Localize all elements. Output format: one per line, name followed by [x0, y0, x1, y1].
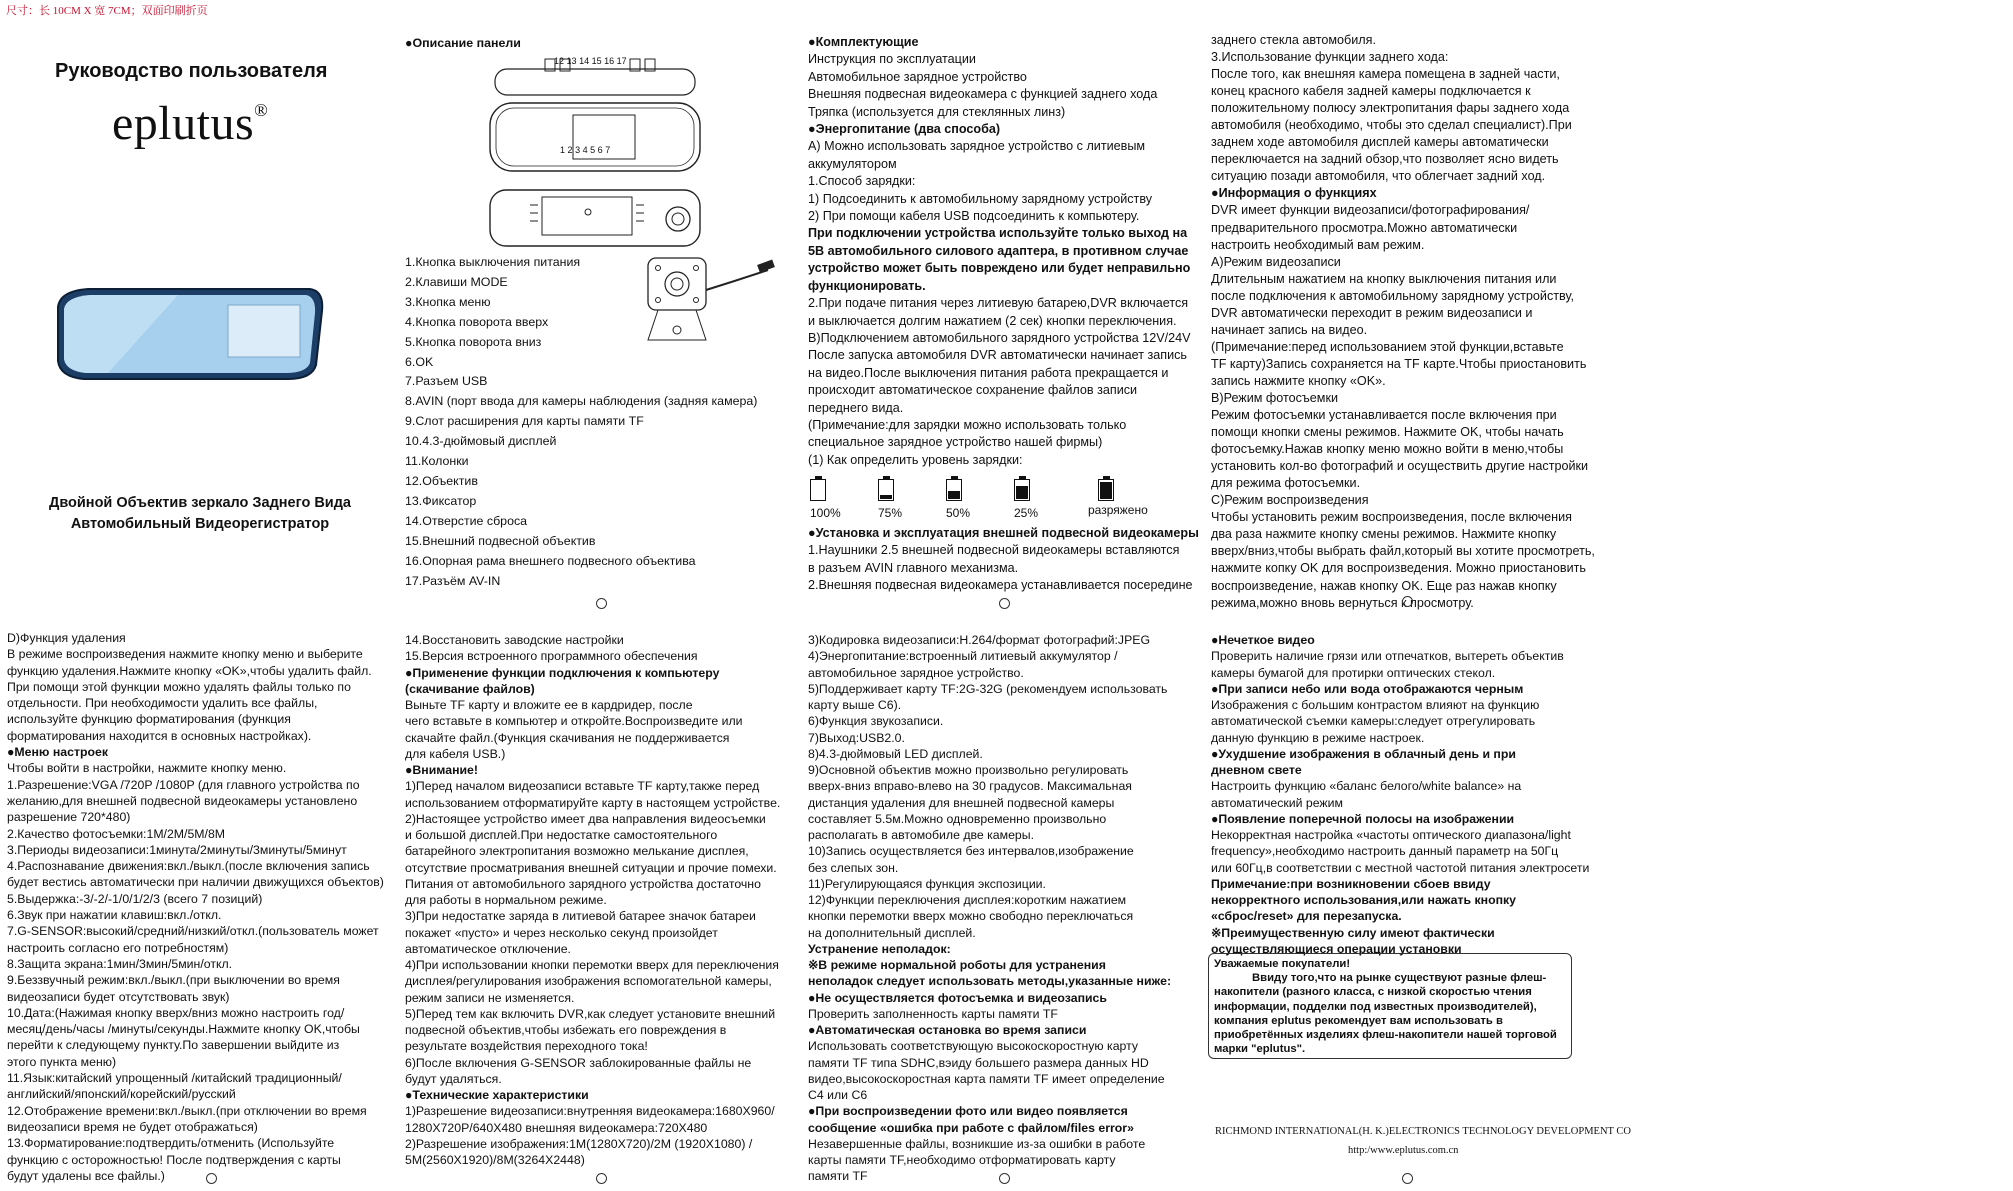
text-line: Внешняя подвесная видеокамера с функцией заднего хода [808, 87, 1158, 102]
callout-12: 12 [554, 56, 565, 66]
text-line: составляет 5.5м.Можно одновременно произвольно [808, 811, 1107, 826]
text-line: запись нажмите кнопку «OK». [1211, 373, 1386, 388]
text-line: 10)Запись осуществляется без интервалов,изображение [808, 844, 1134, 859]
text-line: 15.Версия встроенного программного обеспечения [405, 649, 698, 664]
text-line: 8)4.3-дюймовый LED дисплей. [808, 746, 983, 761]
text-line: памяти TF типа SDHC,вэиду большего размера данных HD [808, 1055, 1149, 1070]
section-heading: осуществляющиеся операции установки [1211, 941, 1462, 956]
text-line: 2)Настоящее устройство имеет два направления видеосъемки [405, 811, 766, 826]
delete-and-settings-section [7, 630, 384, 1184]
text-line: автомобильное зарядное устройство. [808, 665, 1024, 680]
text-line: Чтобы установить режим воспроизведения, после включения [1211, 510, 1572, 525]
text-line: Инструкция по эксплуатации [808, 52, 976, 67]
text-line: А) Можно использовать зарядное устройство с литиевым [808, 139, 1146, 154]
text-line: Изображения с большим контрастом влияют на функцию [1211, 698, 1540, 712]
text-line: на видео.После выключения питания работа прекращается и [808, 365, 1169, 380]
text-line: 13.Форматирование:подтвердить/отменить (Используйте [7, 1136, 335, 1151]
text-line: фотосъемку.Нажав кнопку меню можно войти в меню,чтобы [1211, 442, 1564, 457]
pc-connection-and-specs-section [405, 632, 780, 1168]
panel-item: 11.Колонки [405, 454, 469, 469]
text-line: будут удаляться. [405, 1071, 502, 1086]
callout-17: 17 [616, 56, 627, 66]
panel-item: 9.Слот расширения для карты памяти TF [405, 414, 644, 429]
text-line: 1)Разрешение видеозаписи:внутренняя видеокамера:1680X960/ [405, 1104, 775, 1119]
section-heading: ●Внимание! [405, 763, 478, 777]
text-line: 9.Беззвучный режим:вкл./выкл.(при выключении во время [7, 973, 340, 988]
text-line: функцию удаления.Нажмите кнопку «OK»,чтобы удалить файл. [7, 663, 372, 678]
text-line: без слепых зон. [808, 860, 899, 875]
text-line: камеры бумагой для протирки оптических стекол. [1211, 665, 1496, 680]
text-line: вверх-вниз вправо-влево на 30 градусов. Максимальная [808, 779, 1132, 794]
panel-item: 7.Разъем USB [405, 374, 488, 389]
text-line: 7.G-SENSOR:высокий/средний/низкий/откл.(пользователь может [7, 924, 379, 939]
battery-icon-4 [1098, 479, 1114, 501]
text-line: разрешение 720*480) [7, 810, 131, 825]
text-line: месяц/день/часы /минуты/секунды.Нажмите кнопку OK,чтобы [7, 1022, 360, 1037]
text-line: покажет «пусто» и через несколько секунд произойдет [405, 925, 718, 940]
text-line: заднего стекла автомобиля. [1211, 33, 1376, 47]
text-line: Чтобы войти в настройки, нажмите кнопку меню. [7, 761, 287, 776]
section-heading: ●Появление поперечной полосы на изображении [1211, 811, 1515, 826]
panel-item: 6.OK [405, 354, 434, 369]
text-line: желанию,для внешней подвесной видеокамеры установлено [7, 793, 358, 808]
panel-item: 10.4.3-дюймовый дисплей [405, 434, 557, 449]
text-line: 4)Энергопитание:встроенный литиевый аккумулятор / [808, 649, 1118, 664]
text-line: 5M(2560X1920)/8M(3264X2448) [405, 1153, 585, 1167]
text-line: для кабеля USB.) [405, 746, 506, 761]
notice-body: Ввиду того,что на рынке существуют разные флеш-накопители (разного класса, с низкой скоростью чтения информации, подделки под известных производителей), компания eplutus рекомендует вам использовать в приобретённых изделиях флеш-накопители нашей торговой марки "eplutus". [1214, 972, 1557, 1056]
customer-notice-box [1208, 953, 1572, 1059]
callout-16: 16 [604, 56, 615, 66]
text-line: подвесной объектив,чтобы избежать его повреждения в [405, 1023, 727, 1037]
text-line: переднего вида. [808, 400, 904, 415]
text-line: 12.Отображение времени:вкл./выкл.(при отключении во время [7, 1103, 367, 1118]
text-line: автоматическое отключение. [405, 941, 571, 956]
text-line: начинает запись на видео. [1211, 322, 1368, 337]
panel-heading: ●Описание панели [405, 36, 521, 50]
text-line: результате воздействия переходного тока! [405, 1039, 648, 1054]
section-heading: Примечание:при возникновении сбоев ввиду [1211, 876, 1491, 891]
text-line: (Примечание:перед использованием этой функции,вставьте [1211, 339, 1564, 354]
text-line: При помощи этой функции можно удалять файлы только по [7, 679, 351, 694]
text-line: 12)Функции переключения дисплея:коротким нажатием [808, 893, 1127, 907]
text-line: В режиме воспроизведения нажмите кнопку меню и выберите [7, 647, 363, 662]
notice-title: Уважаемые покупатели! [1214, 958, 1351, 970]
text-line: Проверить наличие грязи или отпечатков, вытереть объектив [1211, 649, 1564, 664]
panel-item: 14.Отверстие сброса [405, 513, 528, 528]
text-line: воспроизведение, нажав кнопку OK. Еще раз нажав кнопку [1211, 578, 1557, 593]
text-line: frequency»,необходимо настроить данный параметр на 50Гц [1211, 844, 1559, 859]
text-line: кнопки перемотки вверх можно свободно переключаться [808, 909, 1134, 924]
text-line: вверх/вниз,чтобы выбрать файл,который вы хотите просмотреть, [1211, 544, 1595, 559]
troubleshooting-continued-section [1211, 632, 1589, 957]
text-line: 4.Распознавание движения:вкл./выкл.(после включения запись [7, 859, 370, 874]
panel-item: 1.Кнопка выключения питания [405, 255, 581, 269]
text-line: Режим фотосъемки устанавливается после включения при [1211, 408, 1557, 423]
external-camera-install-section [808, 525, 1199, 595]
text-line: форматирования находится в основных настройках). [7, 728, 312, 743]
text-line: для работы в нормальном режиме. [405, 893, 607, 907]
section-heading: сообщение «ошибка при работе с файлом/files error» [808, 1120, 1134, 1135]
panel-item: 5.Кнопка поворота вниз [405, 334, 542, 349]
text-line: 3.Периоды видеозаписи:1минута/2минуты/3минуты/5минут [7, 842, 347, 857]
text-line: чего вставьте в компьютер и откройте.Воспроизведите или [405, 714, 743, 729]
text-line: автоматический режим [1211, 795, 1343, 810]
text-line: 2)Разрешение изображения:1M(1280X720)/2M (1920X1080) / [405, 1136, 753, 1151]
text-line: будут удалены все файлы.) [7, 1168, 165, 1183]
cover-subtitle [0, 493, 400, 535]
section-heading: устройство может быть повреждено или будет неправильно [808, 261, 1191, 276]
panel-item-list [405, 253, 757, 591]
text-line: дистанция удаления для внешней подвесной камеры [808, 795, 1115, 810]
text-line: Питания от автомобильного зарядного устройства достаточно [405, 876, 761, 891]
text-line: этого пункта меню) [7, 1054, 117, 1069]
page-marker [206, 1173, 217, 1184]
section-heading: ●Установка и эксплуатация внешней подвесной видеокамеры [808, 526, 1199, 540]
cover-title: Руководство пользователя [55, 60, 328, 82]
section-heading: ●Применение функции подключения к компьютеру [405, 665, 720, 680]
panel-item: 17.Разъём AV-IN [405, 573, 501, 588]
text-line: 6.Звук при нажатии клавиш:вкл./откл. [7, 908, 222, 923]
battery-label: 75% [878, 506, 903, 520]
battery-icon-1 [878, 479, 894, 501]
text-line: 8.Защита экрана:1мин/3мин/5мин/откл. [7, 956, 233, 971]
text-line: D)Функция удаления [7, 631, 126, 645]
panel-item: 15.Внешний подвесной объектив [405, 533, 596, 548]
section-heading: ※Преимущественную силу имеют фактически [1211, 925, 1495, 940]
text-line: видеозаписи время не будет отображаться) [7, 1119, 258, 1134]
text-line: 2) При помощи кабеля USB подсоединить к компьютеру. [808, 209, 1140, 224]
section-heading: ※В режиме нормальной роботы для устранения [808, 958, 1106, 972]
text-line: или 60Гц,в соответствии с местной частотой питания электросети [1211, 860, 1590, 875]
callout-4: 4 [582, 145, 588, 155]
text-line: аккумулятором [808, 156, 897, 171]
text-line: будет вестись автоматически при наличии движущихся объектов) [7, 875, 384, 890]
text-line: скачайте файл.(Функция скачивания не поддерживается [405, 730, 730, 745]
text-line: видеозаписи будет отсутствовать звук) [7, 989, 230, 1004]
logo-text: eplutus [112, 97, 255, 150]
text-line: 5.Выдержка:-3/-2/-1/0/1/2/3 (всего 7 позиций) [7, 891, 263, 906]
subtitle-line-1: Двойной Объектив зеркало Заднего Вида [48, 495, 351, 511]
text-line: 1)Перед началом видеозаписи вставьте TF карту,также перед [405, 779, 760, 794]
text-line: два раза нажмите кнопку смены режимов. Нажмите кнопку [1211, 527, 1557, 542]
text-line: 4)При использовании кнопки перемотки вверх для переключения [405, 958, 779, 972]
callout-7: 7 [605, 145, 611, 155]
section-heading: неполадок следует использовать методы,указанные ниже: [808, 974, 1172, 989]
battery-fill-2 [948, 491, 960, 500]
callout-1: 1 [560, 145, 566, 155]
text-line: 7)Выход:USB2.0. [808, 730, 905, 745]
text-line: и большой дисплей.При недостатке самостоятельного [405, 828, 718, 842]
text-line: конец красного кабеля задней камеры подключается к [1211, 84, 1531, 99]
text-line: С)Режим воспроизведения [1211, 493, 1369, 508]
text-line: 1280X720P/640X480 внешняя видеокамера:720X480 [405, 1120, 708, 1135]
specs-and-troubleshooting-section [808, 632, 1171, 1185]
text-line: DVR автоматически переходит в режим видеозаписи и [1211, 305, 1533, 320]
page-marker [1402, 1173, 1413, 1184]
text-line: дисплея/регулирования изображения вспомогательной камеры, [405, 974, 772, 989]
text-line: английский/японский/корейский/русский [7, 1087, 236, 1102]
text-line: 1.Наушники 2.5 внешней подвесной видеокамеры вставляются [808, 543, 1180, 558]
section-heading: функционировать. [808, 278, 926, 293]
text-line: ситуацию позади автомобиля, что облегчает задний ход. [1211, 169, 1546, 184]
text-line: предварительного просмотра.Можно автоматически [1211, 220, 1518, 235]
panel-item: 12.Объектив [405, 473, 478, 488]
device-diagram [480, 55, 720, 255]
text-line: карты памяти TF,необходимо отформатировать карту [808, 1153, 1116, 1167]
text-line: использованием отформатируйте карту в настоящем устройстве. [405, 795, 781, 810]
page-marker [1402, 596, 1413, 607]
section-heading: ●Комплектующие [808, 35, 919, 49]
section-heading: 5В автомобильного силового адаптера, в противном случае [808, 243, 1189, 258]
text-line: 2.Качество фотосъемки:1M/2M/5M/8M [7, 826, 226, 841]
text-line: 11)Регулирующаяся функция экспозиции. [808, 876, 1046, 891]
text-line: функцию с осторожностью! После подтверждения с карты [7, 1152, 341, 1167]
text-line: в разъем AVIN главного механизма. [808, 560, 1019, 575]
section-heading: ●Нечеткое видео [1211, 633, 1315, 647]
text-line: TF карту)Запись сохраняется на TF карте.Чтобы приостановить [1211, 356, 1587, 371]
callout-5: 5 [590, 145, 596, 155]
text-line: переключается на задний обзор,что позволяет ясно видеть [1211, 152, 1559, 167]
text-line: используйте функцию форматирования (функция [7, 712, 291, 727]
footer-url: http:/www.eplutus.com.cn [1348, 1145, 1459, 1156]
panel-item: 8.AVIN (порт ввода для камеры наблюдения (задняя камера) [405, 394, 758, 409]
mirror-dvr-illustration [48, 285, 328, 385]
panel-item: 13.Фиксатор [405, 493, 477, 508]
text-line: 2.При подаче питания через литиевую батарею,DVR включается [808, 296, 1189, 311]
text-line: автоматической съемки камеры:следует отрегулировать [1211, 714, 1536, 729]
text-line: батарейного электропитания возможно мелькание дисплея, [405, 844, 749, 859]
section-heading: ●Автоматическая остановка во время записи [808, 1023, 1087, 1037]
text-line: Некорректная настройка «частоты оптического диапазона/light [1211, 828, 1571, 842]
text-line: 6)Функция звукозаписи. [808, 714, 944, 729]
section-heading: ●Энергопитание (два способа) [808, 122, 1001, 137]
battery-icon-3 [1014, 479, 1030, 501]
text-line: (1) Как определить уровень зарядки: [808, 452, 1023, 467]
text-line: 3)При недостатке заряда в литиевой батарее значок батареи [405, 909, 756, 924]
text-line: 5)Поддерживает карту TF:2G-32G (рекомендуем использовать [808, 681, 1168, 696]
section-heading: ●При воспроизведении фото или видео появляется [808, 1104, 1128, 1119]
text-line: автомобиля (необходимо, чтобы это сделал специалист).При [1211, 118, 1572, 133]
bottom-callouts [560, 145, 610, 155]
text-line: 1.Разрешение:VGA /720P /1080P (для главного устройства по [7, 777, 360, 792]
battery-icon-0 [810, 479, 826, 501]
text-line: Настроить функцию «баланс белого/white balance» на [1211, 779, 1522, 794]
text-line: отсутствие просматривания внешней ситуации и прочие помехи. [405, 860, 777, 875]
page-marker [596, 598, 607, 609]
panel-item: 16.Опорная рама внешнего подвесного объектива [405, 553, 696, 568]
page-marker [999, 598, 1010, 609]
section-heading: ●Технические характеристики [405, 1088, 589, 1102]
text-line: 1.Способ зарядки: [808, 174, 916, 189]
section-heading: дневном свете [1211, 763, 1302, 777]
text-line: Использовать соответствующую высокоскоростную карту [808, 1039, 1139, 1054]
registered-mark: ® [254, 100, 269, 120]
text-line: А)Режим видеозаписи [1211, 254, 1341, 269]
section-heading: (скачивание файлов) [405, 681, 535, 696]
text-line: 5)Перед тем как включить DVR,как следует установите внешний [405, 1006, 776, 1021]
text-line: после подключения к автомобильному зарядному устройству, [1211, 288, 1574, 303]
text-line: Незавершенные файлы, возникшие из-за ошибки в работе [808, 1136, 1146, 1151]
text-line: В)Подключением автомобильного зарядного устройства 12V/24V [808, 330, 1191, 345]
text-line: C4 или C6 [808, 1088, 868, 1102]
battery-label: 50% [946, 506, 971, 520]
text-line: для режима фотосъемки. [1211, 476, 1361, 491]
text-line: специальное зарядное устройство нашей фирмы) [808, 435, 1103, 450]
text-line: нажмите копку OK для воспроизведения. Можно приостановить [1211, 561, 1586, 576]
text-line: 3.Использование функции заднего хода: [1211, 50, 1449, 65]
text-line: 10.Дата:(Нажимая кнопку вверх/вниз можно настроить год/ [7, 1005, 345, 1020]
section-heading: ●При записи небо или вода отображаются черным [1211, 681, 1524, 696]
text-line: карту выше C6). [808, 698, 902, 712]
text-line: 2.Внешняя подвесная видеокамера устанавливается посередине [808, 578, 1193, 593]
section-heading: ●Меню настроек [7, 745, 108, 760]
text-line: Автомобильное зарядное устройство [808, 69, 1027, 84]
footer-company: RICHMOND INTERNATIONAL(H. K.)ELECTRONICS TECHNOLOGY DEVELOPMENT CO [1215, 1126, 1631, 1137]
text-line: памяти TF [808, 1169, 868, 1184]
callout-14: 14 [579, 56, 590, 66]
subtitle-line-2: Автомобильный Видеорегистратор [70, 516, 330, 532]
text-line: Проверить заполненность карты памяти TF [808, 1006, 1058, 1021]
callout-15: 15 [591, 56, 602, 66]
section-heading: некорректного использования,или нажать кнопку [1211, 893, 1517, 907]
battery-fill-1 [880, 495, 892, 499]
battery-label: 100% [810, 506, 841, 520]
text-line: положительному полюсу электропитания фары заднего хода [1211, 101, 1570, 116]
text-line: отдельности. При необходимости удалить все файлы, [7, 696, 318, 711]
text-line: происходит автоматическое сохранение файлов записи [808, 383, 1138, 398]
text-line: 14.Восстановить заводские настройки [405, 633, 624, 647]
text-line: установить кол-во фотографий и осуществить другие настройки [1211, 459, 1589, 474]
panel-item: 4.Кнопка поворота вверх [405, 314, 549, 329]
section-heading: ●Информация о функциях [1211, 186, 1377, 201]
page-marker [596, 1173, 607, 1184]
callout-2: 2 [567, 145, 573, 155]
package-and-power-section [808, 34, 1191, 469]
text-line: 1) Подсоединить к автомобильному зарядному устройству [808, 191, 1153, 206]
text-line: режима,можно вновь вернуться к просмотру. [1211, 595, 1474, 610]
text-line: Тряпка (используется для стеклянных линз) [808, 104, 1066, 119]
text-line: 6)После включения G-SENSOR заблокированные файлы не [405, 1055, 752, 1070]
brand-logo [112, 96, 268, 151]
section-heading: «сброс/reset» для перезапуска. [1211, 909, 1402, 924]
text-line: и выключается долгим нажатием (2 сек) кнопки переключения. [808, 313, 1177, 328]
text-line: 9)Основной объектив можно произвольно регулировать [808, 763, 1129, 777]
text-line: видео,высокоскоростная карта памяти TF имеет определение [808, 1071, 1165, 1086]
top-callouts [554, 56, 627, 66]
text-line: (Примечание:для зарядки можно использовать только [808, 417, 1127, 432]
text-line: Длительным нажатием на кнопку выключения питания или [1211, 271, 1557, 286]
text-line: заднем ходе автомобиля дисплей камеры автоматически [1211, 135, 1549, 150]
text-line: После того, как внешняя камера помещена в задней части, [1211, 67, 1560, 82]
text-line: настроить согласно его потребностям) [7, 940, 229, 955]
page-marker [999, 1173, 1010, 1184]
section-heading: ●Не осуществляется фотосъемка и видеозапись [808, 990, 1107, 1005]
text-line: В)Режим фотосъемки [1211, 390, 1339, 405]
section-heading: Устранение неполадок: [808, 941, 951, 956]
text-line: DVR имеет функции видеозаписи/фотографирования/ [1211, 203, 1530, 218]
section-heading: При подключении устройства используйте только выход на [808, 226, 1188, 241]
battery-level-indicator [810, 476, 1160, 524]
callout-6: 6 [597, 145, 603, 155]
text-line: перейти к следующему пункту.По завершении выйдите из [7, 1038, 340, 1053]
callout-3: 3 [575, 145, 581, 155]
text-line: 3)Кодировка видеозаписи:H.264/формат фотографий:JPEG [808, 633, 1151, 647]
battery-icon-2 [946, 479, 962, 501]
battery-label: разряжено [1088, 503, 1148, 517]
text-line: настроить необходимый вам режим. [1211, 237, 1425, 252]
text-line: помощи кнопки смены режимов. Нажмите OK, чтобы начать [1211, 425, 1564, 440]
panel-item: 3.Кнопка меню [405, 294, 491, 309]
text-line: 11.Язык:китайский упрощенный /китайский традиционный/ [7, 1071, 342, 1086]
panel-item: 2.Клавиши MODE [405, 274, 508, 289]
print-size-note: 尺寸：长 10CM X 宽 7CM；双面印刷折页 [6, 5, 208, 17]
text-line: на дополнительный дисплей. [808, 925, 976, 940]
text-line: располагать в автомобиле две камеры. [808, 828, 1035, 842]
text-line: Выньте TF карту и вложите ее в кардридер, после [405, 698, 693, 712]
battery-fill-3 [1016, 486, 1028, 499]
callout-13: 13 [566, 56, 577, 66]
battery-fill-4 [1100, 482, 1112, 499]
text-line: режим записи не изменяется. [405, 990, 575, 1005]
text-line: После запуска автомобиля DVR автоматически начинает запись [808, 348, 1187, 363]
reverse-and-functions-section [1211, 32, 1595, 612]
text-line: данную функцию в режиме настроек. [1211, 730, 1425, 745]
battery-label: 25% [1014, 506, 1039, 520]
section-heading: ●Ухудшение изображения в облачный день и при [1211, 746, 1516, 761]
